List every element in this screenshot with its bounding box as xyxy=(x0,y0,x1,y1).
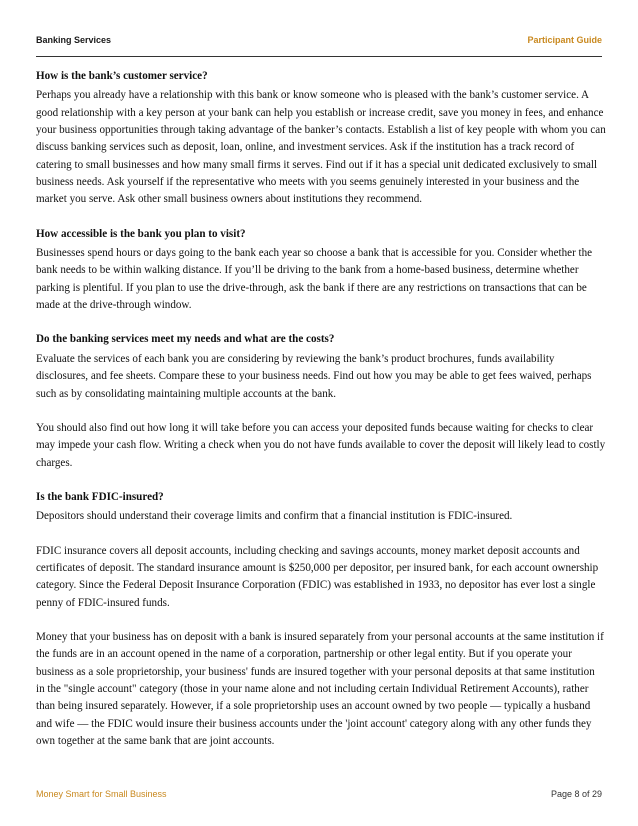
section-fdic-insured xyxy=(36,489,606,750)
footer-course-title: Money Smart for Small Business xyxy=(36,789,167,799)
header-guide-label: Participant Guide xyxy=(527,35,602,45)
paragraph: Perhaps you already have a relationship with this bank or know someone who is pleased with the bank’s customer service. A good relationship with a key person at your bank can help you establish or increase credit, save you money in fees, and enhance your business opportunities through taking advantage of the banker’s contacts. Establish a list of key people with whom you can discuss banking services such as deposit, loan, online, and investment services. Ask if the institution has a track record of catering to small businesses and how many small firms it serves. Find out if it has a special unit dedicated exclusively to small business needs. Ask yourself if the representative who meets with you seems genuinely interested in your business and the market you serve. Ask other small business owners about institutions they recommend. xyxy=(36,89,606,206)
page-header xyxy=(36,35,602,51)
paragraph: Evaluate the services of each bank you are considering by reviewing the bank’s product brochures, funds availability disclosures, and fee sheets. Compare these to your business needs. Find out how you may be able to get fees waived, perhaps such as by consolidating maintaining multiple accounts at the bank. xyxy=(36,352,592,400)
section-heading: How is the bank’s customer service? xyxy=(36,70,208,82)
section-customer-service xyxy=(36,68,606,209)
section-heading: How accessible is the bank you plan to visit? xyxy=(36,227,246,240)
paragraph: Depositors should understand their coverage limits and confirm that a financial institution is FDIC-insured. xyxy=(36,510,513,523)
paragraph: FDIC insurance covers all deposit accounts, including checking and savings accounts, money market deposit accounts and certificates of deposit. The standard insurance amount is $250,000 per depositor, per insured bank, for each account ownership category. Since the Federal Deposit Insurance Corporation (FDIC) was established in 1933, no depositor has ever lost a single penny of FDIC-insured funds. xyxy=(36,544,599,609)
section-services-costs xyxy=(36,331,606,471)
header-section-title: Banking Services xyxy=(36,35,112,45)
section-heading: Do the banking services meet my needs and what are the costs? xyxy=(36,333,335,346)
paragraph: You should also find out how long it will take before you can access your deposited funds because waiting for checks to clear may impede your cash flow. Writing a check when you do not have funds available to cover the deposit will likely lead to costly charges. xyxy=(36,421,606,469)
section-accessibility xyxy=(36,226,606,315)
paragraph: Money that your business has on deposit with a bank is insured separately from your personal accounts at the same institution if the funds are in an account opened in the name of a corporation, partnership or other legal entity. But if you operate your business as a sole proprietorship, your business' funds are insured together with your personal deposits at that same institution in the "single account" category (those in your name alone and not including certain Individual Retirement Accounts), rather than being insured separately. However, if a sole proprietorship uses an account owned by two people — typically a husband and wife — the FDIC would insure their business accounts under the 'joint account' category along with any other funds they own together at the same bank that are joint accounts. xyxy=(36,630,604,747)
document-body xyxy=(36,68,606,767)
section-heading: Is the bank FDIC-insured? xyxy=(36,490,164,503)
paragraph: Businesses spend hours or days going to the bank each year so choose a bank that is accessible for you. Consider whether the bank needs to be within walking distance. If you’ll be driving to the bank from a home-based business, determine whether parking is plentiful. If you plan to use the drive-through, ask the bank if there are any restrictions on transactions that can be made at the drive-through window. xyxy=(36,247,593,312)
footer-page-number: Page 8 of 29 xyxy=(550,789,602,799)
header-divider xyxy=(36,56,602,57)
